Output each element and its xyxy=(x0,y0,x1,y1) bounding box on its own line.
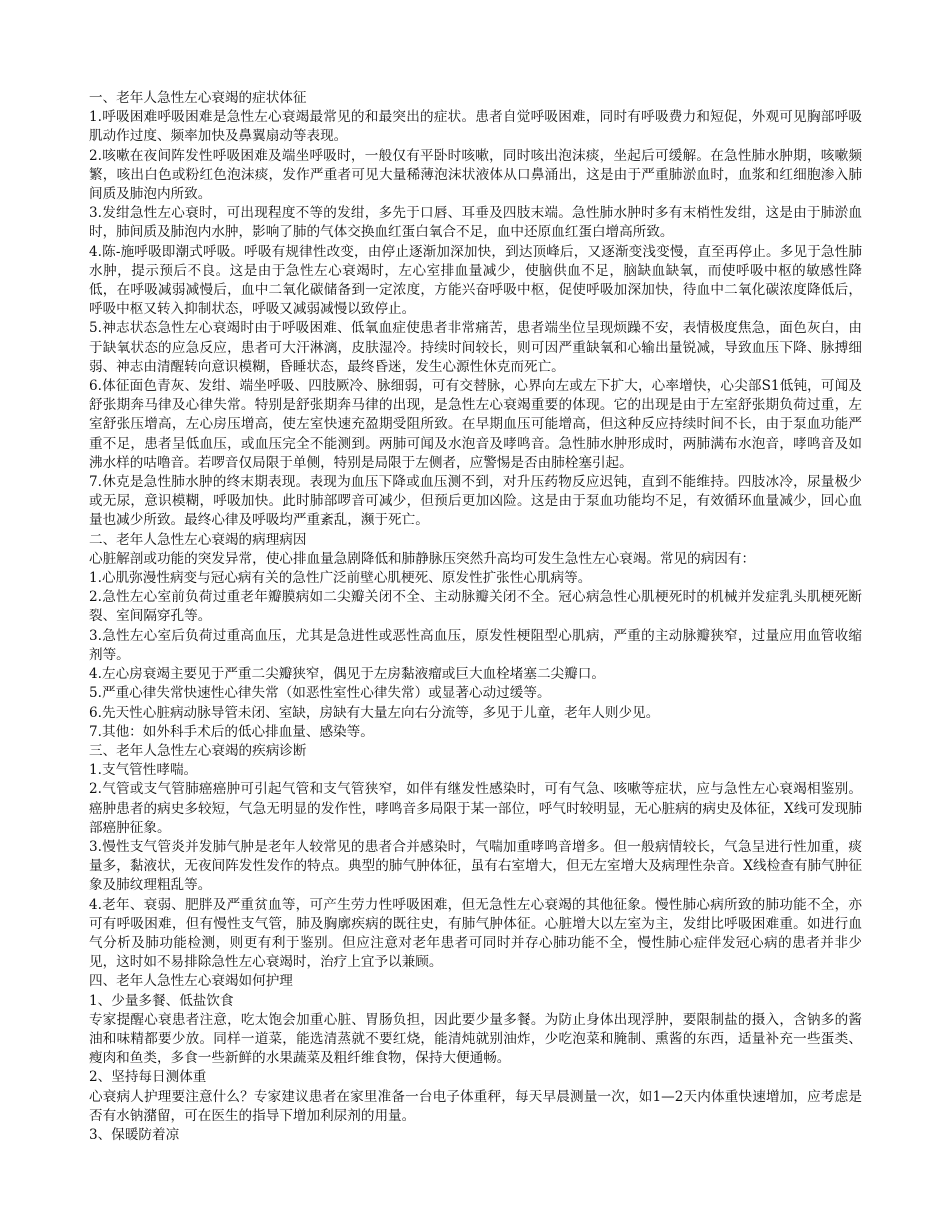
section-heading: 四、老年人急性左心衰竭如何护理 xyxy=(89,973,293,990)
paragraph: 5.神志状态急性左心衰竭时由于呼吸困难、低氧血症使患者非常痛苦，患者端坐位呈现烦躁不安，表情极度焦急，面色灰白，由于缺氧状态的应急反应，患者可大汗淋漓，皮肤湿冷。持续时间较长，则可因严重缺氧和心输出量锐减，导致血压下降、脉搏细弱、神志由清醒转向意识模糊，昏睡状态，最终昏迷，发生心源性休克而死亡。 xyxy=(89,320,862,375)
section-symptoms xyxy=(89,89,862,531)
section-heading: 二、老年人急性左心衰竭的病理病因 xyxy=(89,531,307,548)
paragraph: 心脏解剖或功能的突发异常，使心排血量急剧降低和肺静脉压突然升高均可发生急性左心衰竭。常见的病因有： xyxy=(89,550,756,567)
section-diagnosis xyxy=(89,742,862,972)
paragraph: 6.体征面色青灰、发绀、端坐呼吸、四肢厥冷、脉细弱，可有交替脉，心界向左或左下扩大，心率增快，心尖部S1低钝，可闻及舒张期奔马律及心律失常。特别是舒张期奔马律的出现，是急性左心衰竭重要的体现。它的出现是由于左室舒张期负荷过重，左室舒张压增高，左心房压增高，使左室快速充盈期受阻所致。在早期血压可能增高，但这种反应持续时间不长，由于泵血功能严重不足，患者呈低血压，或血压完全不能测到。两肺可闻及水泡音及哮鸣音。急性肺水肿形成时，两肺满布水泡音，哮鸣音及如沸水样的咕噜音。若啰音仅局限于单侧，特别是局限于左侧者，应警惕是否由肺栓塞引起。 xyxy=(89,378,862,471)
paragraph: 4.陈-施呼吸即潮式呼吸。呼吸有规律性改变，由停止逐渐加深加快，到达顶峰后，又逐渐变浅变慢，直至再停止。多见于急性肺水肿，提示预后不良。这是由于急性左心衰竭时，左心室排血量减少，使脑供血不足，脑缺血缺氧，而使呼吸中枢的敏感性降低，在呼吸减弱减慢后，血中二氧化碳储备到一定浓度，方能兴奋呼吸中枢，促使呼吸加深加快，待血中二氧化碳浓度降低后，呼吸中枢又转入抑制状态，呼吸又减弱减慢以致停止。 xyxy=(89,243,862,318)
subheading: 2、坚持每日测体重 xyxy=(89,1069,207,1086)
paragraph: 2.咳嗽在夜间阵发性呼吸困难及端坐呼吸时，一般仅有平卧时咳嗽，同时咳出泡沫痰，坐起后可缓解。在急性肺水肿期，咳嗽频繁，咳出白色或粉红色泡沫痰，发作严重者可见大量稀薄泡沫状液体从口鼻涌出，这是由于严重肺淤血时，血浆和红细胞渗入肺间质及肺泡内所致。 xyxy=(89,147,862,203)
paragraph: 4.老年、衰弱、肥胖及严重贫血等，可产生劳力性呼吸困难，但无急性左心衰竭的其他征象。慢性肺心病所致的肺功能不全，亦可有呼吸困难，但有慢性支气管，肺及胸廓疾病的既往史，有肺气肿体征。心脏增大以左室为主，发绀比呼吸困难重。如进行血气分析及肺功能检测，则更有利于鉴别。但应注意对老年患者可同时并存心肺功能不全，慢性肺心症伴发冠心病的患者并非少见，这时如不易排除急性左心衰竭时，治疗上宜予以兼顾。 xyxy=(89,896,862,971)
paragraph: 2.急性左心室前负荷过重老年瓣膜病如二尖瓣关闭不全、主动脉瓣关闭不全。冠心病急性心肌梗死时的机械并发症乳头肌梗死断裂、室间隔穿孔等。 xyxy=(89,589,862,625)
paragraph: 3.急性左心室后负荷过重高血压，尤其是急进性或恶性高血压，原发性梗阻型心肌病，严重的主动脉瓣狭窄，过量应用血管收缩剂等。 xyxy=(89,627,862,663)
paragraph: 专家提醒心衰患者注意，吃太饱会加重心脏、胃肠负担，因此要少量多餐。为防止身体出现浮肿，要限制盐的摄入，含钠多的酱油和味精都要少放。同样一道菜，能选清蒸就不要红烧，能清炖就别油炸，少吃泡菜和腌制、熏酱的东西，适量补充一些蛋类、瘦肉和鱼类，多食一些新鲜的水果蔬菜及粗纤维食物，保持大便通畅。 xyxy=(89,1011,862,1067)
section-heading: 三、老年人急性左心衰竭的疾病诊断 xyxy=(89,742,307,759)
subheading: 3、保暖防着凉 xyxy=(89,1126,180,1143)
paragraph: 1.呼吸困难呼吸困难是急性左心衰竭最常见的和最突出的症状。患者自觉呼吸困难，同时有呼吸费力和短促，外观可见胸部呼吸肌动作过度、频率加快及鼻翼扇动等表现。 xyxy=(89,109,862,145)
paragraph: 7.其他：如外科手术后的低心排血量、感染等。 xyxy=(89,723,374,740)
paragraph: 1.心肌弥漫性病变与冠心病有关的急性广泛前壁心肌梗死、原发性扩张性心肌病等。 xyxy=(89,570,592,587)
paragraph: 7.休克是急性肺水肿的终末期表现。表现为血压下降或血压测不到，对升压药物反应迟钝，直到不能维持。四肢冰冷，尿量极少或无尿，意识模糊，呼吸加快。此时肺部啰音可减少，但预后更加凶险。这是由于泵血功能均不足，有效循环血量减少，回心血量也减少所致。最终心律及呼吸均严重紊乱，濒于死亡。 xyxy=(89,474,862,529)
section-heading: 一、老年人急性左心衰竭的症状体征 xyxy=(89,90,307,106)
paragraph: 6.先天性心脏病动脉导管未闭、室缺，房缺有大量左向右分流等，多见于儿童，老年人则少见。 xyxy=(89,704,660,721)
section-causes xyxy=(89,531,862,742)
paragraph: 心衰病人护理要注意什么？专家建议患者在家里准备一台电子体重秤，每天早晨测量一次，如1—2天内体重快速增加，应考虑是否有水钠潴留，可在医生的指导下增加利尿剂的用量。 xyxy=(89,1088,862,1124)
paragraph: 4.左心房衰竭主要见于严重二尖瓣狭窄，偶见于左房黏液瘤或巨大血栓堵塞二尖瓣口。 xyxy=(89,666,605,683)
paragraph: 3.慢性支气管炎并发肺气肿是老年人较常见的患者合并感染时，气喘加重哮鸣音增多。但一般病情较长，气急呈进行性加重，痰量多，黏液状，无夜间阵发性发作的特点。典型的肺气肿体征，虽有右室增大，但无左室增大及病理性杂音。X线检查有肺气肿征象及肺纹理粗乱等。 xyxy=(89,838,862,894)
section-care xyxy=(89,972,862,1145)
paragraph: 2.气管或支气管肺癌癌肿可引起气管和支气管狭窄，如伴有继发性感染时，可有气急、咳嗽等症状，应与急性左心衰竭相鉴别。癌肿患者的病史多较短，气急无明显的发作性，哮鸣音多局限于某一部位，呼气时较明显，无心脏病的病史及体征，X线可发现肺部癌肿征象。 xyxy=(89,781,862,836)
subheading: 1、少量多餐、低盐饮食 xyxy=(89,992,234,1009)
paragraph: 5.严重心律失常快速性心律失常（如恶性室性心律失常）或显著心动过缓等。 xyxy=(89,685,551,702)
paragraph: 1.支气管性哮喘。 xyxy=(89,762,198,779)
paragraph: 3.发绀急性左心衰时，可出现程度不等的发绀，多先于口唇、耳垂及四肢末端。急性肺水肿时多有末梢性发绀，这是由于肺淤血时，肺间质及肺泡内水肿，影响了肺的气体交换血红蛋白氧合不足，血中还原血红蛋白增高所致。 xyxy=(89,205,862,241)
